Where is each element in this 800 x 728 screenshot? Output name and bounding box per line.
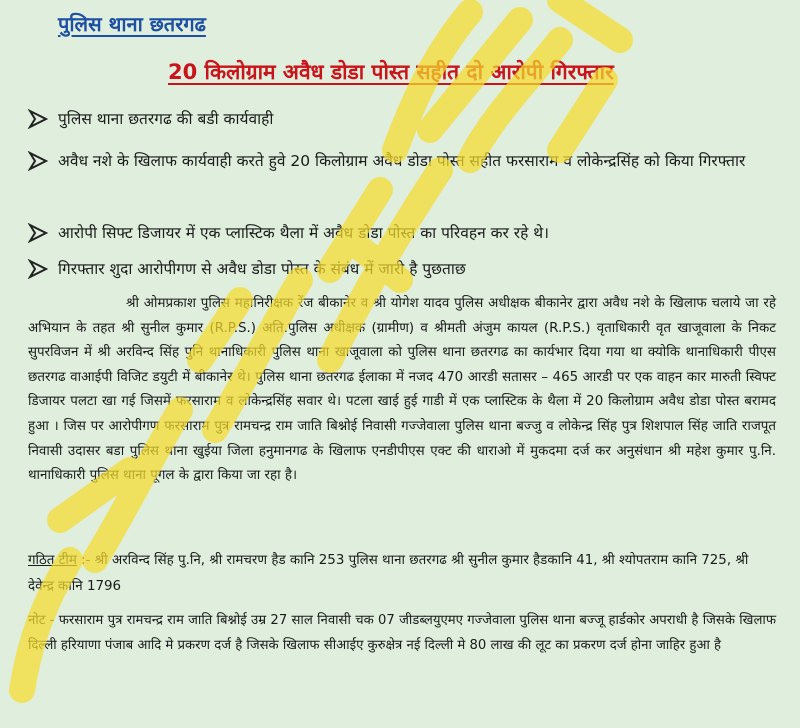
arrow-bullet-icon <box>28 151 48 171</box>
bullet-text: गिरफ्तार शुदा आरोपीगण से अवैध डोडा पोस्त के संबंध में जारी है पुछताछ <box>58 260 466 278</box>
arrow-bullet-icon <box>28 223 48 243</box>
bullet-text: आरोपी सिफ्ट डिजायर में एक प्लास्टिक थैला में अवैध डोडा पोस्त का परिवहन कर रहे थे। <box>58 224 550 242</box>
bullet-item <box>28 104 783 134</box>
bullet-item <box>28 146 783 176</box>
team-label: गठित टीम <box>28 553 77 568</box>
team-section <box>28 548 778 600</box>
note-paragraph: नोट - फरसाराम पुत्र रामचन्द्र राम जाति बिश्नोई उम्र 27 साल निवासी चक 07 जीडब्लयुएमए गज्जेवाला पुलिस थाना बज्जू हार्डकोर अपराधी है जिसके खिलाफ दिल्ली हरियाणा पंजाब आदि मे प्रकरण दर्ज है जिसके खिलाफ सीआईए कुरुक्षेत्र नई दिल्ली मे 80 लाख की लूट का प्रकरण दर्ज होना जाहिर हुआ है <box>28 613 776 653</box>
bullet-text: पुलिस थाना छतरगढ की बडी कार्यवाही <box>58 110 274 128</box>
body-paragraph <box>28 292 776 489</box>
team-text: :- श्री अरविन्द सिंह पु.नि, श्री रामचरण हैड कानि 253 पुलिस थाना छतरगढ श्री सुनील कुमार हैडकानि 41, श्री श्योपतराम कानि 725, श्री देवेन्द्र कानि 1796 <box>28 553 749 594</box>
bullet-item <box>28 218 783 248</box>
arrow-bullet-icon <box>28 109 48 129</box>
body-text: श्री ओमप्रकाश पुलिस महानिरीक्षक रेंज बीकानेर व श्री योगेश यादव पुलिस अधीक्षक बीकानेर द्वारा अवैध नशे के खिलाफ चलाये जा रहे अभियान के तहत श्री सुनील कुमार (R.P.S.) अति.पुलिस अधीक्षक (ग्रामीण) व श्रीमती अंजुम कायल (R.P.S.) वृताधिकारी वृत खाजूवाला के निकट सुपरविजन में श्री अरविन्द सिंह पुनि थानाधिकारी पुलिस थाना खाजूवाला को पुलिस थाना छतरगढ का कार्यभार दिया गया था क्योकि थानाधिकारी पीएस छतरगढ वाआईपी विजिट डयुटी में बीकानेर थे। पुलिस थाना छतरगढ ईलाका में नजद 470 आरडी सतासर – 465 आरडी पर एक वाहन कार मारुती स्विफ्ट डिजायर पलटा खा गई जिसमें फरसाराम व लोकेन्द्रसिंह सवार थे। पटला खाई हुई गाडी में एक प्लास्टिक के थैला में 20 किलोग्राम अवैध डोडा पोस्त बरामद हुआ । जिस पर आरोपीगण फरसाराम पुत्र रामचन्द्र राम जाति बिश्नोई निवासी गज्जेवाला पुलिस थाना बज्जु व लोकेन्द्र सिंह पुत्र शिशपाल सिंह जाति राजपूत निवासी उदासर बडा पुलिस थाना खुईया जिला हनुमानगढ के खिलाफ एनडीपीएस एक्ट की धाराओ में मुकदमा दर्ज कर अनुसंधान श्री महेश कुमार पु.नि. थानाधिकारी पुलिस थाना पूगल के द्वारा किया जा रहा है। <box>28 296 776 484</box>
headline: 20 किलोग्राम अवैध डोडा पोस्त सहीत दो आरोपी गिरफ्तार <box>168 60 614 84</box>
arrow-bullet-icon <box>28 259 48 279</box>
bullet-text: अवैध नशे के खिलाफ कार्यवाही करते हुवे 20 किलोग्राम अवैध डोडा पोस्त सहीत फरसाराम व लोकेन्द्रसिंह को किया गिरफ्तार <box>58 152 746 170</box>
station-title: पुलिस थाना छतरगढ <box>58 12 206 36</box>
bullet-item <box>28 254 783 284</box>
